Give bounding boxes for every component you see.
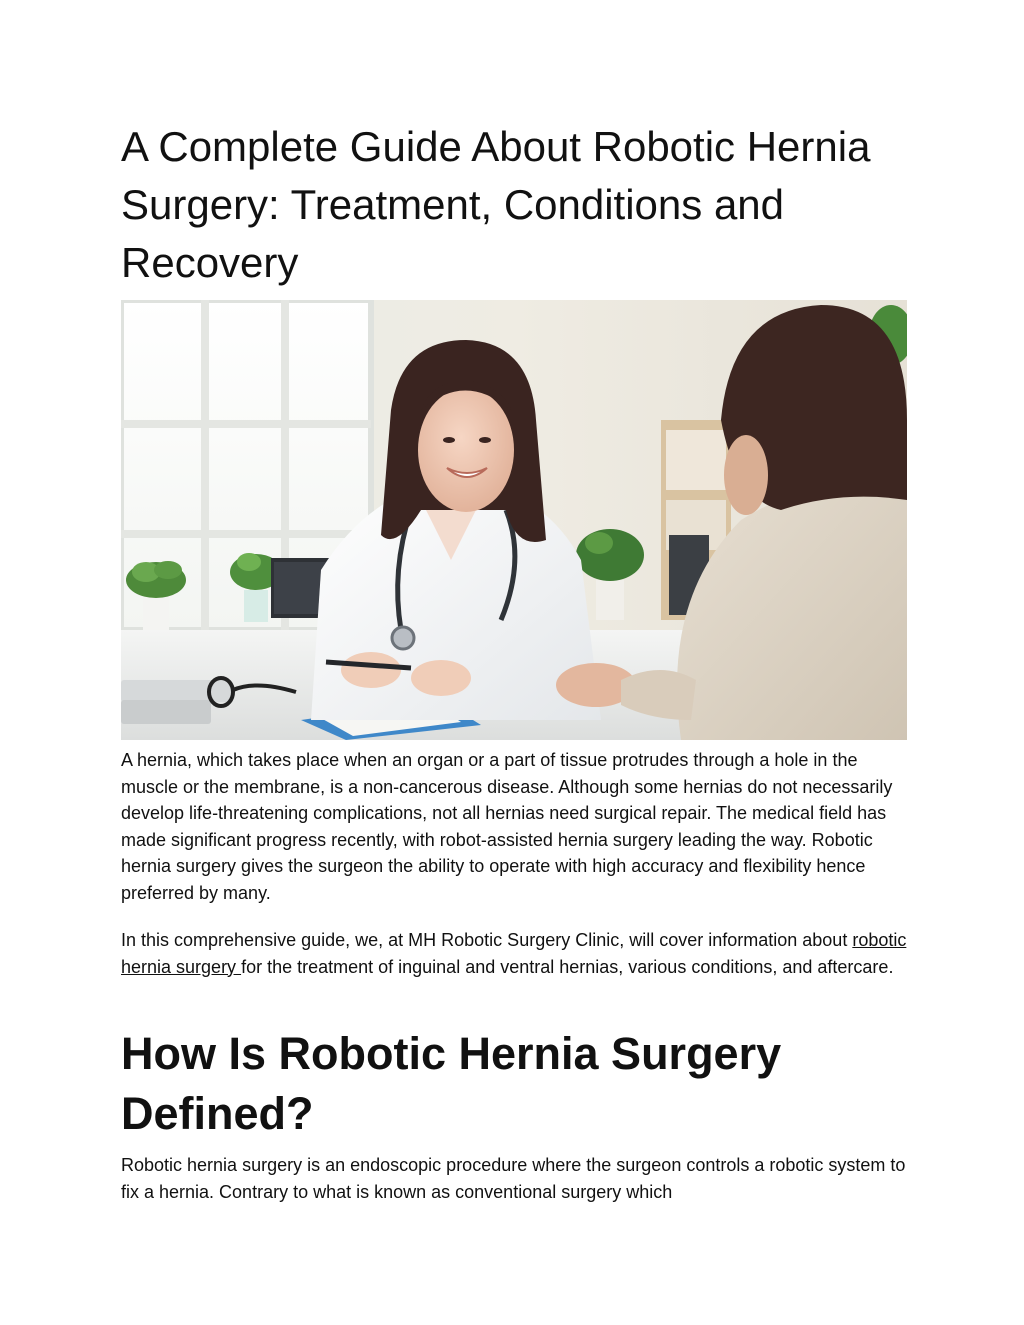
intro-paragraph: A hernia, which takes place when an organ or a part of tissue protrudes through a hole in the muscle or the membrane, is a non-cancerous disease. Although some hernias do not necessarily develop life-threatening complications, not all hernias need surgical repair. The medical field has made significant progress recently, with robot-assisted hernia surgery leading the way. Robotic hernia surgery gives the surgeon the ability to operate with high accuracy and flexibility hence preferred by many. — [121, 750, 893, 903]
page-title: A Complete Guide About Robotic Hernia Surgery: Treatment, Conditions and Recovery — [121, 123, 871, 286]
section-heading: How Is Robotic Hernia Surgery Defined? — [121, 1028, 782, 1139]
guide-text-before-link: In this comprehensive guide, we, at MH Robotic Surgery Clinic, will cover information about — [121, 930, 853, 950]
guide-text-after-link: for the treatment of inguinal and ventral hernias, various conditions, and aftercare. — [241, 956, 894, 977]
robotic-hernia-surgery-link[interactable]: robotic hernia surgery — [121, 930, 907, 977]
hero-image — [121, 300, 907, 740]
doctor-consultation-photo — [121, 300, 907, 740]
guide-paragraph — [121, 927, 911, 980]
definition-paragraph: Robotic hernia surgery is an endoscopic procedure where the surgeon controls a robotic system to fix a hernia. Contrary to what is known as conventional surgery which — [121, 1155, 906, 1202]
